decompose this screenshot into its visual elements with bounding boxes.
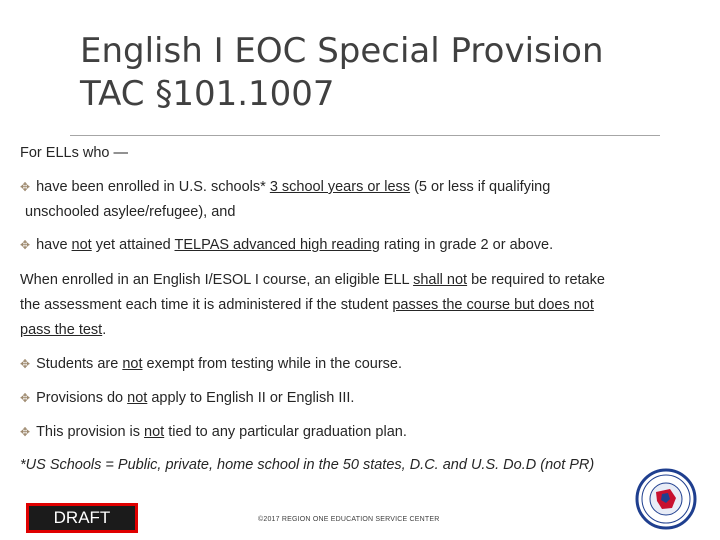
ornamental-bullet-icon: ✥ [20, 425, 31, 439]
bullet-item-1-continued: unschooled asylee/refugee), and [25, 204, 236, 220]
ornamental-bullet-icon: ✥ [20, 391, 31, 405]
draft-label: DRAFT [26, 503, 138, 533]
ornamental-bullet-icon: ✥ [20, 357, 31, 371]
bullet-item-1: ✥ have been enrolled in U.S. schools* 3 school years or less (5 or less if qualifying [20, 179, 551, 195]
title-line-1: English I EOC Special Provision [80, 31, 604, 71]
ornamental-bullet-icon: ✥ [20, 180, 31, 194]
bullet-item-5: ✥ This provision is not tied to any particular graduation plan. [20, 424, 407, 440]
copyright-text: ©2017 REGION ONE EDUCATION SERVICE CENTER [258, 516, 440, 523]
ornamental-bullet-icon: ✥ [20, 238, 31, 252]
slide-title [80, 30, 604, 116]
footnote: *US Schools = Public, private, home school in the 50 states, D.C. and U.S. Do.D (not PR) [20, 457, 595, 473]
region-one-seal-icon [632, 468, 700, 530]
bullet-item-3: ✥ Students are not exempt from testing while in the course. [20, 356, 402, 372]
paragraph-line-3: pass the test. [20, 322, 107, 338]
paragraph-line-2: the assessment each time it is administered if the student passes the course but does not [20, 297, 594, 313]
intro-text: For ELLs who — [20, 145, 128, 161]
bullet-item-2: ✥ have not yet attained TELPAS advanced high reading rating in grade 2 or above. [20, 237, 554, 253]
title-divider [70, 135, 660, 136]
paragraph-line-1: When enrolled in an English I/ESOL I course, an eligible ELL shall not be required to retake [20, 272, 605, 288]
bullet-item-4: ✥ Provisions do not apply to English II or English III. [20, 390, 355, 406]
slide-footer [0, 495, 720, 540]
title-line-2: TAC §101.1007 [80, 74, 335, 114]
